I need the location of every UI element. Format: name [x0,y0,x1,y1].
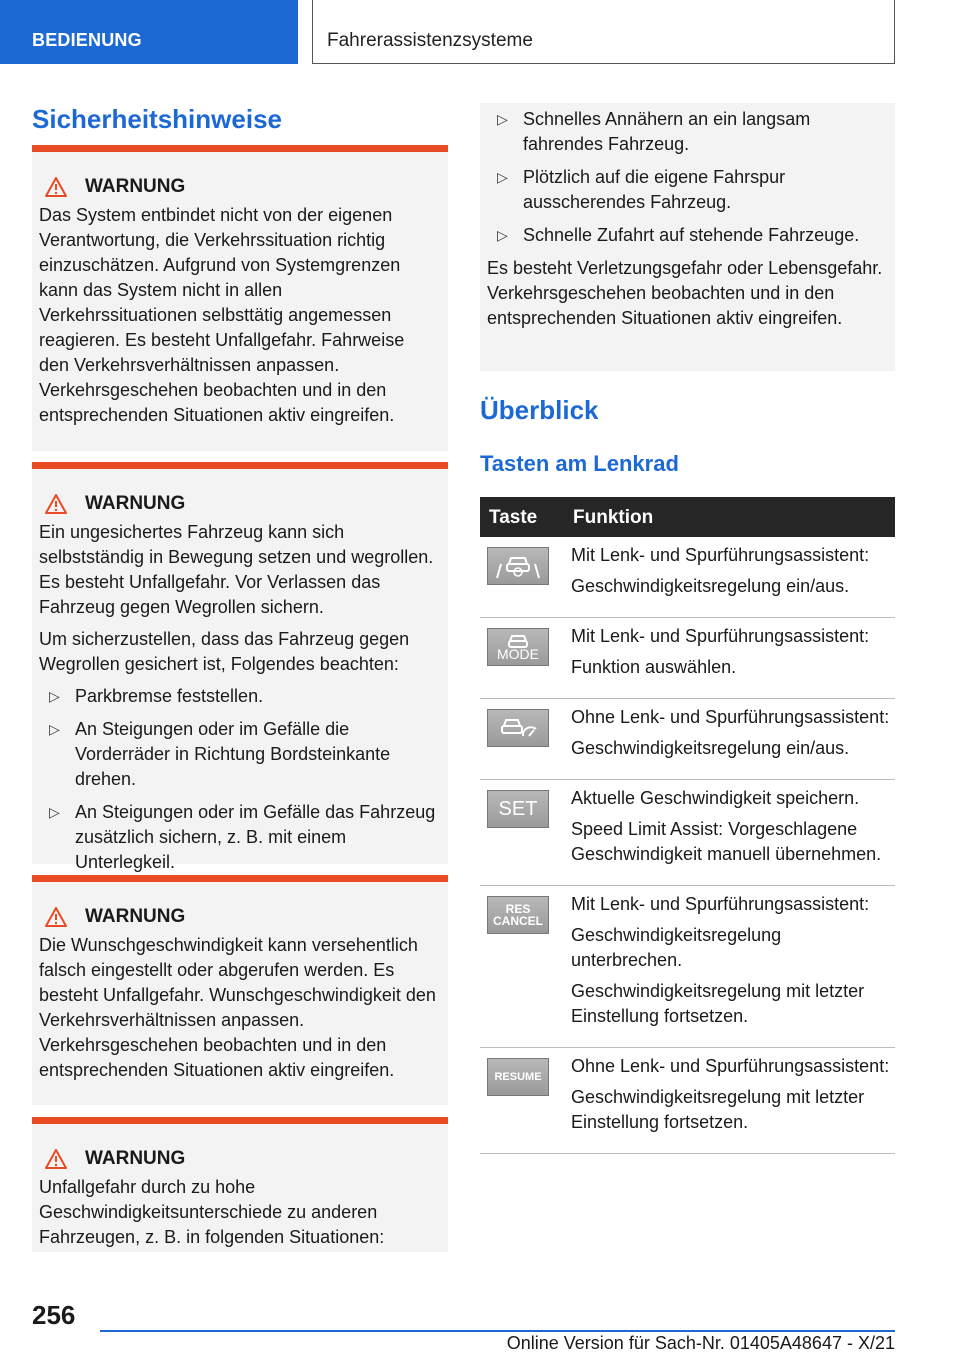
list-item: ▷ Plötzlich auf die eigene Fahrspur ausscherendes Fahrzeug. [487,165,885,215]
bullet-triangle-icon: ▷ [497,169,508,185]
resume-icon: RESUME [487,1058,549,1096]
section-heading: Überblick [480,395,599,425]
page-number: 256 [32,1300,76,1330]
subsection-heading: Tasten am Lenkrad [480,451,679,476]
warning-box [32,462,448,872]
warning-box [32,875,448,1105]
table-row: RESUME Ohne Lenk- und Spurführungsassistent: Geschwindigkeitsregelung mit letzter Einstellung fortsetzen. [480,1048,895,1154]
warning-box [32,1117,448,1252]
table-row: RES CANCEL Mit Lenk- und Spurführungsassistent: Geschwindigkeitsregelung unterbrechen. Geschwindigkeitsregelung mit letzter Einstellung fortsetzen. [480,886,895,1048]
table-row: SET Aktuelle Geschwindigkeit speichern. Speed Limit Assist: Vorgeschlagene Geschwindigkeit manuell übernehmen. [480,780,895,886]
warning-title: WARNUNG [85,493,186,514]
warning-title: WARNUNG [85,176,186,197]
warning-triangle-icon [45,907,67,927]
lane-assist-car-icon [487,547,549,585]
column-header: Taste [480,497,571,537]
warning-triangle-icon [45,494,67,514]
section-title: BEDIENUNG [32,30,142,50]
warning-text: Das System entbindet nicht von der eigenen Verantwortung, die Verkehrssituation richtig einzuschätzen. Aufgrund von Systemgrenzen kann das System nicht in allen Verkehrssituationen selbsttätig angemessen reagieren. Es besteht Unfallgefahr. Fahrweise den Verkehrsverhältnissen anpassen. Verkehrsgeschehen beobachten und in den entsprechenden Situationen aktiv eingreifen. [39,205,405,425]
warning-title: WARNUNG [85,1148,186,1169]
page-heading: Sicherheitshinweise [32,104,282,134]
column-header: Funktion [571,497,895,537]
warning-title: WARNUNG [85,906,186,927]
footer-text: Online Version für Sach-Nr. 01405A48647 - X/21 [506,1333,895,1353]
res-cancel-icon: RES CANCEL [487,896,549,934]
warning-text: Um sicherzustellen, dass das Fahrzeug gegen Wegrollen gesichert ist, Folgendes beachten: [39,629,410,674]
list-item: ▷ An Steigungen oder im Gefälle die Vorderräder in Richtung Bordsteinkante drehen. [39,717,438,792]
table-row: MODE Mit Lenk- und Spurführungsassistent: Funktion auswählen. [480,618,895,699]
list-item: ▷ Parkbremse feststellen. [39,684,438,709]
warning-continuation [480,103,895,371]
bullet-triangle-icon: ▷ [497,111,508,127]
button-table [480,497,895,1154]
warning-triangle-icon [45,177,67,197]
chapter-title: Fahrerassistenzsysteme [327,30,533,51]
table-row: Ohne Lenk- und Spurführungsassistent: Geschwindigkeitsregelung ein/aus. [480,699,895,780]
cruise-control-icon [487,709,549,747]
warning-triangle-icon [45,1149,67,1169]
bullet-triangle-icon: ▷ [497,227,508,243]
list-item: ▷ An Steigungen oder im Gefälle das Fahrzeug zusätzlich sichern, z. B. mit einem Unterlegkeil. [39,800,438,875]
chapter-header [312,0,895,64]
warning-text: Es besteht Verletzungsgefahr oder Lebensgefahr. Verkehrsgeschehen beobachten und in den entsprechenden Situationen aktiv eingreifen. [487,258,883,328]
bullet-triangle-icon: ▷ [49,804,60,820]
bullet-triangle-icon: ▷ [49,721,60,737]
warning-text: Die Wunschgeschwindigkeit kann versehentlich falsch eingestellt oder abgerufen werden. Es besteht Unfallgefahr. Wunschgeschwindigkeit den Verkehrsverhältnissen anpassen. Verkehrsgeschehen beobachten und in den entsprechenden Situationen aktiv eingreifen. [39,935,436,1080]
warning-text: Unfallgefahr durch zu hohe Geschwindigkeitsunterschiede zu anderen Fahrzeugen, z. B. in folgenden Situationen: [39,1177,385,1247]
warning-text: Ein ungesichertes Fahrzeug kann sich selbstständig in Bewegung setzen und wegrollen. Es besteht Unfallgefahr. Vor Verlassen das Fahrzeug gegen Wegrollen sichern. [39,522,434,617]
table-row: Mit Lenk- und Spurführungsassistent: Geschwindigkeitsregelung ein/aus. [480,537,895,618]
warning-box [32,145,448,451]
set-icon: SET [487,790,549,828]
section-tab [0,0,298,64]
list-item: ▷ Schnelle Zufahrt auf stehende Fahrzeuge. [487,223,885,248]
bullet-triangle-icon: ▷ [49,688,60,704]
list-item: ▷ Schnelles Annähern an ein langsam fahrendes Fahrzeug. [487,107,885,157]
footer-rule [100,1330,895,1332]
mode-car-icon: MODE [487,628,549,666]
